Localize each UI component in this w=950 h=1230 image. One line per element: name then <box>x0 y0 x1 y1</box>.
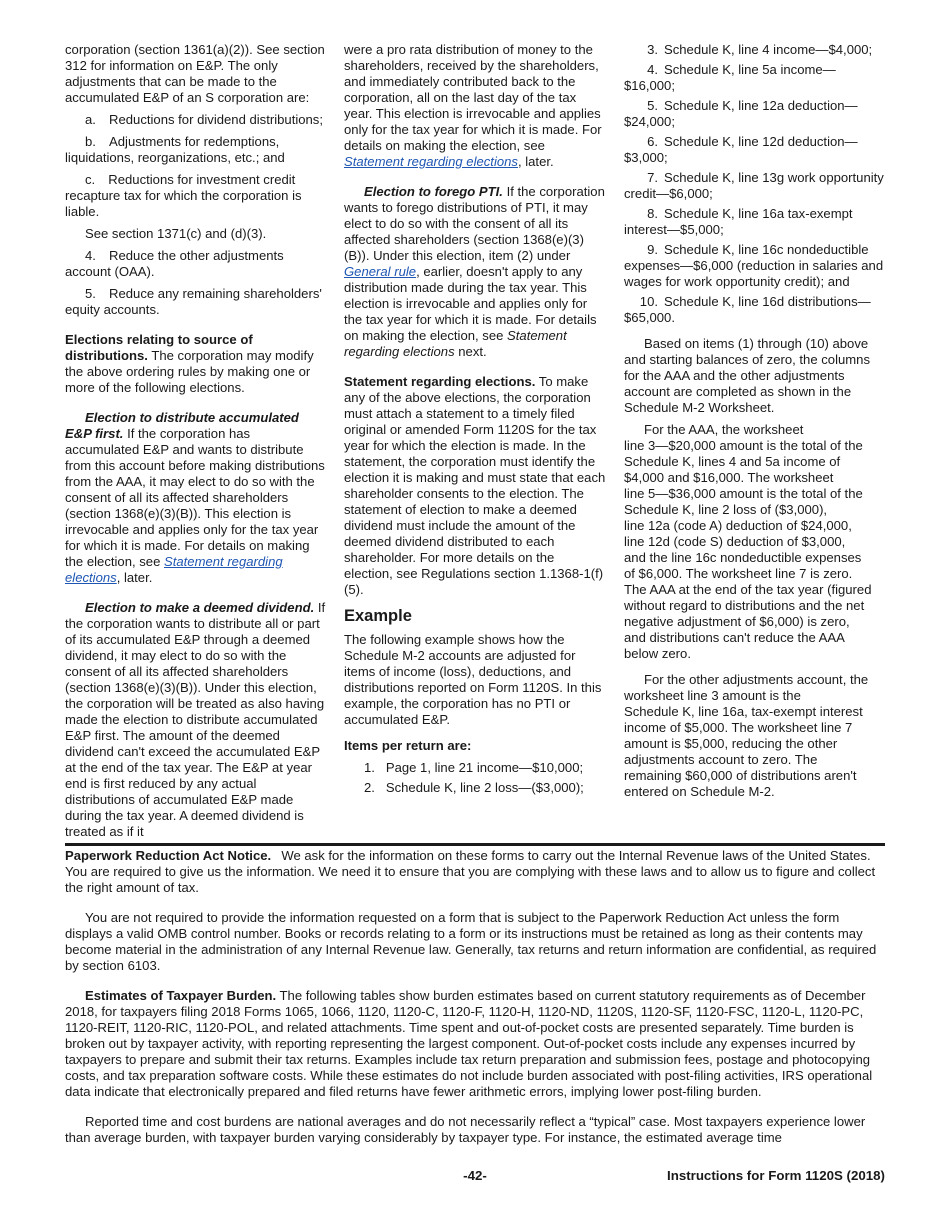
pra-heading: Paperwork Reduction Act Notice. <box>65 848 272 863</box>
see-section: See section 1371(c) and (d)(3). <box>85 226 267 241</box>
oaa-paragraph: For the other adjustments account, the worksheet line 3 amount is the Schedule K, line 16a, tax-exempt interest income of $5,000. The worksheet line 7 amount is $5,000, reducing the other adjustments account to zero. The remaining $60,000 of distributions aren't entered on Schedule M-2. <box>624 672 869 799</box>
burden-paragraph: Estimates of Taxpayer Burden. The following tables show burden estimates based on current statutory requirements as of December 2018, for taxpayers filing 2018 Forms 1065, 1066, 1120, 1120-C, 1120-F, 1120-H, 1120-ND, 1120S, 1120-SF, 1120-FSC, 1120-L, 1120-PC, 1120-REIT, 1120-RIC, 1120-POL, and related attachments. Time spent and out-of-pocket costs are presented separately. Time burden is broken out by taxpayer activity, with reporting representing the largest component. Out-of-pocket costs include any expenses incurred by taxpayers to prepare and submit their tax returns. Examples include tax return preparation and submission fees, postage and photocopying costs, and tax preparation software costs. While these estimates do not include burden associated with post-filing activities, IRS operational data indicate that electronically prepared and filed returns have fewer arithmetic errors, implying lower post-filing burden. <box>65 988 873 1099</box>
return-item-1: 1. Page 1, line 21 income—$10,000; <box>364 760 584 775</box>
form-title: Instructions for Form 1120S (2018) <box>667 1168 885 1183</box>
burden-heading: Estimates of Taxpayer Burden. <box>85 988 277 1003</box>
section-divider <box>65 843 885 846</box>
statement-elections-ref: Statement regarding elections <box>344 328 567 359</box>
adjustment-c: c. Reductions for investment credit recapture tax for which the corporation is liable. <box>65 172 302 219</box>
adjustment-b: b. Adjustments for redemptions, liquidations, reorganizations, etc.; and <box>65 134 285 165</box>
column-3 <box>624 42 886 800</box>
statement-elections-link-2[interactable]: Statement regarding elections <box>344 154 518 169</box>
col1-intro: corporation (section 1361(a)(2)). See section 312 for information on E&P. The only adjustments that can be made to the accumulated E&P of an S corporation are: <box>65 42 325 105</box>
reported-paragraph: Reported time and cost burdens are national averages and do not necessarily reflect a “typical” case. Most taxpayers experience lower than average burden, with taxpayer burden varying considerably by taxpayer type. For instance, the estimated average time <box>65 1114 866 1145</box>
items-heading: Items per return are: <box>344 738 472 753</box>
general-rule-link[interactable]: General rule <box>344 264 417 279</box>
deemed-dividend-heading: Election to make a deemed dividend. <box>85 600 315 615</box>
k-item-3: 3. Schedule K, line 4 income—$4,000; <box>647 42 873 57</box>
paperwork-section <box>65 848 885 1160</box>
statement-elections-link[interactable]: Statement regarding elections <box>65 554 283 585</box>
adjustment-a: a. Reductions for dividend distributions; <box>85 112 323 127</box>
k-item-10: 10. Schedule K, line 16d distributions—$65,000. <box>624 294 871 325</box>
elections-heading: Elections relating to source of distributions. <box>65 332 253 363</box>
statement-paragraph: Statement regarding elections. To make any of the above elections, the corporation must attach a statement to a timely filed original or amended Form 1120S for the tax year for which the election is made. In the statement, the corporation must identify the election it is making and must state that each shareholder consents to the election. The statement of election to make a deemed dividend must include the amount of the deemed dividend distributed to each shareholder. For more details on the election, see Regulations section 1.1368-1(f)(5). <box>344 374 606 597</box>
page-number: -42- <box>463 1168 487 1183</box>
based-on-items: Based on items (1) through (10) above and starting balances of zero, the columns for the AAA and the other adjustments account are completed as shown in the Schedule M-2 Worksheet. <box>624 336 871 415</box>
distribute-eandp-paragraph: Election to distribute accumulated E&P first. If the corporation has accumulated E&P and wants to distribute from this account before making distributions from the AAA, it may elect to do so with the consent of all its affected shareholders (section 1368(e)(3)(B)). This election is irrevocable and applies only for the tax year for which it is made. For details on making the election, see Statement regarding elections, later. <box>65 410 325 585</box>
deemed-dividend-paragraph: Election to make a deemed dividend. If the corporation wants to distribute all or part of its accumulated E&P through a deemed dividend, it may elect to do so with the consent of all its affected shareholders (section 1368(e)(3)(B)). Under this election, the corporation will be treated as also having made the election to distribute accumulated E&P first. The amount of the deemed dividend can't exceed the accumulated E&P at the end of the tax year. The E&P at year end is first reduced by any actual distributions of accumulated E&P made during the tax year. A deemed dividend is treated as if it <box>65 600 326 839</box>
k-item-5: 5. Schedule K, line 12a deduction—$24,000; <box>624 98 858 129</box>
k-item-8: 8. Schedule K, line 16a tax-exempt interest—$5,000; <box>624 206 853 237</box>
elections-paragraph: Elections relating to source of distributions. The corporation may modify the above ordering rules by making one or more of the following elections. <box>65 332 314 395</box>
pra-paragraph: Paperwork Reduction Act Notice. We ask for the information on these forms to carry out the Internal Revenue laws of the United States. You are required to give us the information. We need it to ensure that you are complying with these laws and to allow us to figure and collect the right amount of tax. <box>65 848 876 895</box>
page-footer <box>65 1168 885 1188</box>
distribute-eandp-heading: Election to distribute accumulated E&P first. <box>65 410 299 441</box>
ordering-item-5: 5. Reduce any remaining shareholders' equity accounts. <box>65 286 322 317</box>
statement-heading: Statement regarding elections. <box>344 374 536 389</box>
k-item-9: 9. Schedule K, line 16c nondeductible expenses—$6,000 (reduction in salaries and wages for work opportunity credit); and <box>624 242 884 289</box>
column-1 <box>65 42 327 846</box>
k-item-6: 6. Schedule K, line 12d deduction—$3,000; <box>624 134 858 165</box>
return-item-2: 2. Schedule K, line 2 loss—($3,000); <box>364 780 584 795</box>
ordering-item-4: 4. Reduce the other adjustments account (OAA). <box>65 248 284 279</box>
deemed-dividend-continued: were a pro rata distribution of money to the shareholders, received by the shareholders, and immediately contributed back to the corporation, all on the last day of the tax year. This election is irrevocable and applies only for the tax year for which it is made. For details on making the election, see Statement regarding elections, later. <box>344 42 602 169</box>
omb-paragraph: You are not required to provide the information requested on a form that is subject to the Paperwork Reduction Act unless the form displays a valid OMB control number. Books or records relating to a form or its instructions must be retained as long as their contents may become material in the administration of any Internal Revenue law. Generally, tax returns and return information are confidential, as required by section 6103. <box>65 910 877 973</box>
k-item-7: 7. Schedule K, line 13g work opportunity credit—$6,000; <box>624 170 884 201</box>
forego-pti-heading: Election to forego PTI. <box>364 184 503 199</box>
aaa-paragraph: For the AAA, the worksheet line 3—$20,000 amount is the total of the Schedule K, lines 4 and 5a income of $4,000 and $16,000. The worksheet line 5—$36,000 amount is the total of the Schedule K, line 2 loss of ($3,000), line 12a (code A) deduction of $24,000, line 12d (code S) deduction of $3,000, and the line 16c nondeductible expenses of $6,000. The worksheet line 7 is zero. The AAA at the end of the tax year (figured without regard to distributions and the net negative adjustment of $6,000) is zero, and distributions can't reduce the AAA below zero. <box>624 422 872 661</box>
k-item-4: 4. Schedule K, line 5a income—$16,000; <box>624 62 836 93</box>
example-body: The following example shows how the Schedule M-2 accounts are adjusted for items of income (loss), deductions, and distributions reported on Form 1120S. In this example, the corporation has no PTI or accumulated E&P. <box>344 632 602 727</box>
example-title: Example <box>344 607 412 625</box>
column-2 <box>344 42 606 800</box>
forego-pti-paragraph: Election to forego PTI. If the corporation wants to forego distributions of PTI, it may elect to do so with the consent of all its affected shareholders (section 1368(e)(3)(B)). Under this election, item (2) under General rule, earlier, doesn't apply to any distribution made during the tax year. This election is irrevocable and applies only for the tax year for which it is made. For details on making the election, see Statement regarding elections next. <box>344 184 605 359</box>
